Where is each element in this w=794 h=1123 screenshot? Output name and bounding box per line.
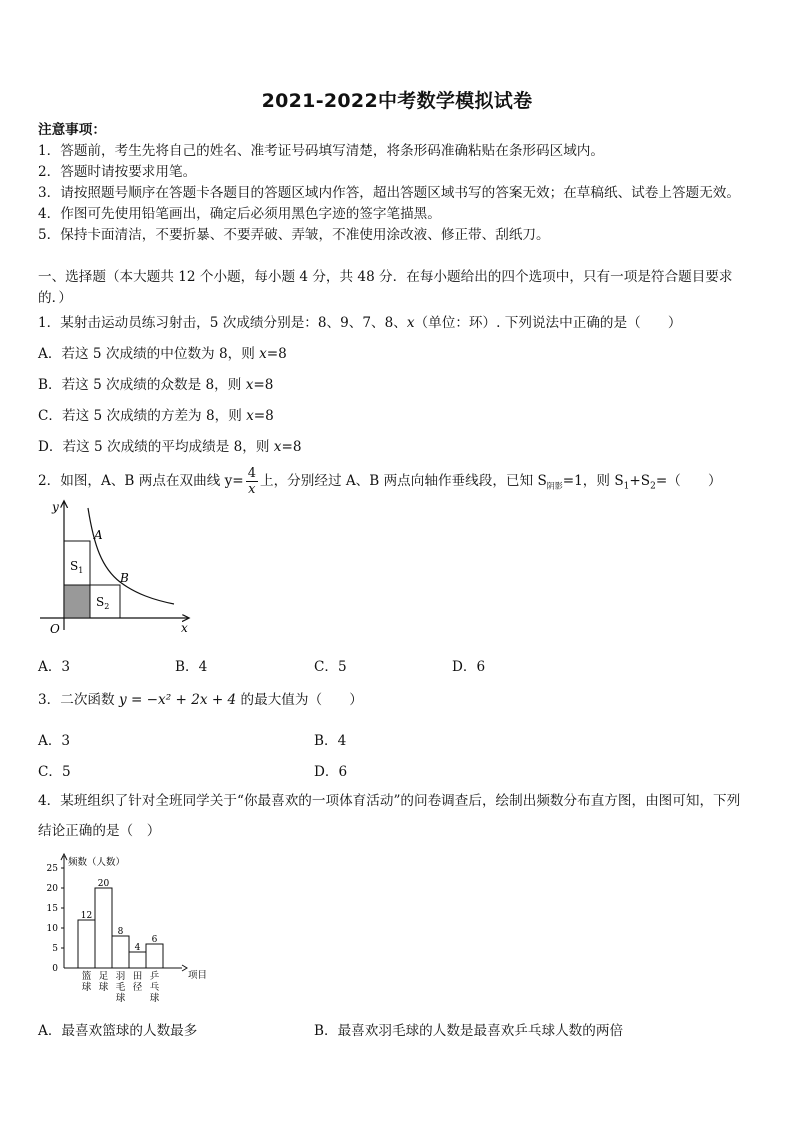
option-suffix: =8 [253,408,274,424]
y-axis-title: 频数（人数） [68,857,126,868]
bar-value-label: 12 [80,911,93,921]
y-tick-label: 25 [46,864,58,874]
option-text: C．若这 5 次成绩的方差为 8，则 [38,408,247,424]
q2-plus: +S [629,473,651,489]
section-heading-line2: 的．） [38,290,72,306]
q3-stem-text: 3．二次函数 [38,692,119,708]
point-a-label: A [94,528,103,542]
q2-option-a[interactable]: A．3 [38,659,71,675]
bar-value-label: 20 [97,879,110,889]
y-axis-label: y [52,500,59,514]
origin-label: O [50,622,60,636]
category-label: 毛 [115,982,126,993]
x-axis-title: 项目 [188,970,208,981]
q2-option-d[interactable]: D．6 [452,659,486,675]
option-variable: x [259,346,267,362]
category-label: 球 [149,993,160,1004]
bar [78,920,95,968]
bar [146,944,163,968]
bar [112,936,129,968]
notice-item-5: 5．保持卡面清洁，不要折暴、不要弄破、弄皱，不准使用涂改液、修正带、刮纸刀。 [38,227,550,243]
option-variable: x [246,408,254,424]
q1-stem-text-2: （单位：环）. 下列说法中正确的是（ ） [414,315,682,331]
q4-option-a[interactable]: A．最喜欢篮球的人数最多 [38,1023,198,1039]
s1-label [70,559,83,575]
option-variable: x [273,439,282,455]
notice-item-1: 1．答题前，考生先将自己的姓名、准考证号码填写清楚，将条形码准确粘贴在条形码区域内。 [38,143,604,159]
category-label: 羽 [115,971,126,982]
category-label: 乒 [149,971,160,982]
notice-item-4: 4．作图可先使用铅笔画出，确定后必须用黑色字迹的签字笔描黑。 [38,206,441,222]
s2-subscript: 2 [650,481,656,492]
q2-stem-text-2: 上，分别经过 A、B 两点向轴作垂线段，已知 S [259,473,547,489]
fraction-4-over-x [246,466,258,497]
y-tick-label: 15 [46,904,58,914]
notice-heading: 注意事项： [38,122,106,138]
category-label: 球 [115,993,126,1004]
fraction-denominator: x [248,482,256,497]
q1-option-c[interactable] [38,407,274,425]
y-tick-label: 10 [46,924,58,934]
q2-stem-text-3: =1，则 S [562,473,624,489]
q1-stem-text: 1．某射击运动员练习射击，5 次成绩分别是：8、9、7、8、 [38,315,407,331]
q2-stem-text-4: =（ ） [655,473,722,489]
option-text: B．若这 5 次成绩的众数是 8，则 [38,377,246,393]
s2-sub: 2 [104,602,110,611]
q2-option-c[interactable]: C．5 [314,659,347,675]
s2-label [96,595,109,611]
option-suffix: =8 [281,439,302,455]
point-b-label: B [120,571,129,585]
x-axis-label: x [181,621,188,635]
q3-formula: y = −x² + 2x + 4 [118,692,237,708]
bar [95,888,112,968]
shaded-region [64,585,90,618]
q1-option-d[interactable] [38,438,302,456]
q4-option-b[interactable]: B．最喜欢羽毛球的人数是最喜欢乒乓球人数的两倍 [314,1023,624,1039]
page-title: 2021-2022中考数学模拟试卷 [261,90,533,112]
q2-stem-text: 2．如图，A、B 两点在双曲线 y= [38,473,244,489]
shade-subscript: 阴影 [546,481,563,491]
q1-option-b[interactable] [38,376,273,394]
hyperbola-curve [88,508,174,604]
option-suffix: =8 [253,377,274,393]
section-heading-line1: 一、选择题（本大题共 12 个小题，每小题 4 分，共 48 分．在每小题给出的四个选项中，只有一项是符合题目要求 [38,269,733,285]
question-3-stem [38,691,363,709]
q3-stem-text-2: 的最大值为（ ） [236,692,363,708]
q1-option-a[interactable] [38,345,287,363]
y-tick-label: 5 [52,944,58,954]
s2-letter: S [96,595,105,609]
histogram-chart [36,850,216,1012]
category-label: 田 [132,971,143,982]
s1-letter: S [70,559,79,573]
notice-item-3: 3．请按照题号顺序在答题卡各题目的答题区域内作答，超出答题区域书写的答案无效；在草稿纸、试卷上答题无效。 [38,185,740,201]
category-label: 球 [98,982,109,993]
category-label: 球 [81,982,92,993]
category-label: 篮 [81,971,92,982]
category-label: 乓 [149,982,160,993]
option-text: D．若这 5 次成绩的平均成绩是 8，则 [38,439,274,455]
q3-option-a[interactable]: A．3 [38,733,71,749]
fraction-numerator: 4 [247,466,256,481]
question-4-line2: 结论正确的是（ ） [38,823,161,839]
notice-item-2: 2．答题时请按要求用笔。 [38,164,197,180]
q3-option-b[interactable]: B．4 [314,733,347,749]
q1-variable: x [406,315,415,331]
hyperbola-figure [36,496,196,638]
category-label: 径 [132,982,143,993]
y-tick-label: 20 [46,884,58,894]
x-axis-arrow [182,965,187,971]
option-variable: x [245,377,254,393]
q3-option-d[interactable]: D．6 [314,764,348,780]
category-label: 足 [98,971,109,982]
s1-sub: 1 [78,566,84,575]
bar-value-label: 4 [134,943,141,953]
question-4-line1: 4．某班组织了针对全班同学关于“你最喜欢的一项体育活动”的问卷调查后，绘制出频数分布直方图，由图可知，下列 [38,793,741,809]
option-text: A．若这 5 次成绩的中位数为 8，则 [38,346,260,362]
option-suffix: =8 [266,346,287,362]
bar-value-label: 8 [117,927,124,937]
bar [129,952,146,968]
y-tick-label: 0 [52,964,58,974]
q3-option-c[interactable]: C．5 [38,764,71,780]
bar-value-label: 6 [151,935,158,945]
s1-subscript: 1 [623,481,630,492]
q2-option-b[interactable]: B．4 [175,659,208,675]
question-1-stem [38,314,681,332]
